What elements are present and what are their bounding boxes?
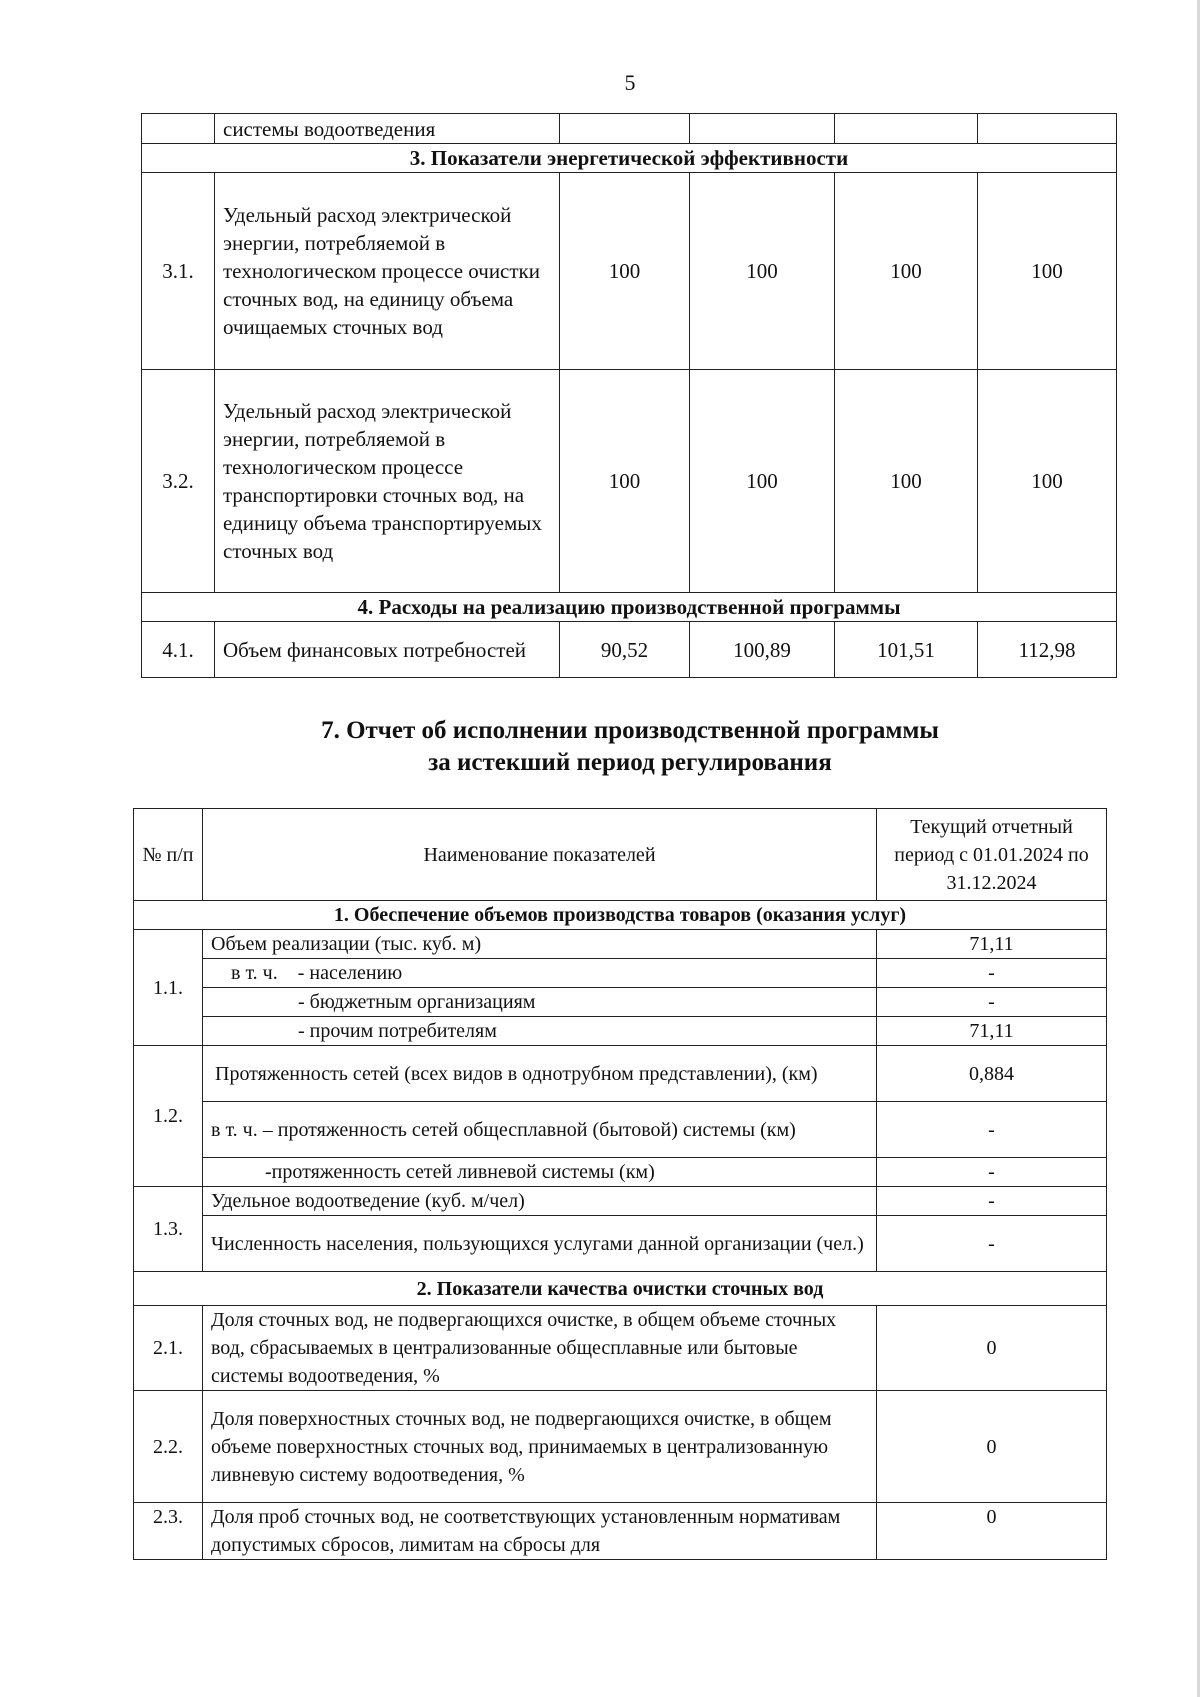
- value-cell: 0: [877, 1306, 1107, 1391]
- table-row: [134, 1017, 1107, 1046]
- section-title-row: [142, 144, 1117, 173]
- row-number: 1.3.: [134, 1187, 203, 1272]
- indicator-name: Удельный расход электрической энергии, потребляемой в технологическом процессе транспортировки сточных вод, на единицу объема транспортируемых сточных вод: [215, 370, 560, 593]
- value-cell: -: [877, 988, 1107, 1017]
- section-title: 4. Расходы на реализацию производственной программы: [142, 593, 1117, 622]
- value-cell: 100: [560, 370, 690, 593]
- table-row: [134, 1216, 1107, 1272]
- value-cell: 71,11: [877, 930, 1107, 959]
- energy-efficiency-table: [141, 113, 1117, 678]
- table-row: [134, 1187, 1107, 1216]
- value-cell: 100: [835, 173, 978, 370]
- table-row: [134, 959, 1107, 988]
- table-row: [142, 114, 1117, 144]
- indicator-name: Численность населения, пользующихся услугами данной организации (чел.): [203, 1216, 877, 1272]
- program-report-table: [133, 808, 1107, 1560]
- table-row: [134, 1391, 1107, 1503]
- row-number: 1.1.: [134, 930, 203, 1046]
- section-title-row: [134, 1272, 1107, 1306]
- row-number: 1.2.: [134, 1046, 203, 1187]
- indicator-name: - прочим потребителям: [203, 1017, 877, 1046]
- row-number: 4.1.: [142, 622, 215, 678]
- row-number: 2.2.: [134, 1391, 203, 1503]
- section-title: 2. Показатели качества очистки сточных вод: [134, 1272, 1107, 1306]
- value-cell: [978, 114, 1117, 144]
- indicator-name: Протяженность сетей (всех видов в однотрубном представлении), (км): [203, 1046, 877, 1102]
- value-cell: 100: [978, 173, 1117, 370]
- table-row: [134, 1306, 1107, 1391]
- header-name: Наименование показателей: [203, 809, 877, 901]
- value-cell: 112,98: [978, 622, 1117, 678]
- table-row: [134, 1503, 1107, 1560]
- value-cell: 100: [690, 370, 835, 593]
- table-row: [142, 173, 1117, 370]
- value-cell: 71,11: [877, 1017, 1107, 1046]
- indicator-name: системы водоотведения: [215, 114, 560, 144]
- table-row: [134, 1102, 1107, 1158]
- row-number: 2.1.: [134, 1306, 203, 1391]
- value-cell: 0,884: [877, 1046, 1107, 1102]
- indicator-name: Объем реализации (тыс. куб. м): [203, 930, 877, 959]
- row-number: [142, 114, 215, 144]
- value-cell: 100: [690, 173, 835, 370]
- section-title: 1. Обеспечение объемов производства товаров (оказания услуг): [134, 901, 1107, 930]
- value-cell: 90,52: [560, 622, 690, 678]
- indicator-name: Объем финансовых потребностей: [215, 622, 560, 678]
- value-cell: 100: [560, 173, 690, 370]
- indicator-name: Доля поверхностных сточных вод, не подвергающихся очистке, в общем объеме поверхностных сточных вод, принимаемых в централизованную ливневую систему водоотведения, %: [203, 1391, 877, 1503]
- row-number: 2.3.: [134, 1503, 203, 1560]
- indicator-name: Удельное водоотведение (куб. м/чел): [203, 1187, 877, 1216]
- indicator-name: Доля проб сточных вод, не соответствующих установленным нормативам допустимых сбросов, лимитам на сбросы для: [203, 1503, 877, 1560]
- indicator-name: -протяженность сетей ливневой системы (км): [203, 1158, 877, 1187]
- table-row: [134, 988, 1107, 1017]
- section-title-row: [142, 593, 1117, 622]
- value-cell: 100: [835, 370, 978, 593]
- header-period: Текущий отчетный период с 01.01.2024 по 31.12.2024: [877, 809, 1107, 901]
- value-cell: [690, 114, 835, 144]
- table-row: [142, 622, 1117, 678]
- value-cell: -: [877, 959, 1107, 988]
- value-cell: [560, 114, 690, 144]
- section-title-row: [134, 901, 1107, 930]
- section-title: 3. Показатели энергетической эффективности: [142, 144, 1117, 173]
- value-cell: -: [877, 1102, 1107, 1158]
- indicator-name: в т. ч. - населению: [203, 959, 877, 988]
- value-cell: 0: [877, 1503, 1107, 1560]
- value-cell: [835, 114, 978, 144]
- indicator-name: в т. ч. – протяженность сетей общесплавной (бытовой) системы (км): [203, 1102, 877, 1158]
- value-cell: 100,89: [690, 622, 835, 678]
- value-cell: -: [877, 1187, 1107, 1216]
- page-number: 5: [624, 70, 636, 95]
- table-row: [134, 1158, 1107, 1187]
- indicator-name: Удельный расход электрической энергии, потребляемой в технологическом процессе очистки сточных вод, на единицу объема очищаемых сточных вод: [215, 173, 560, 370]
- table-row: [142, 370, 1117, 593]
- header-row: [134, 809, 1107, 901]
- header-num: № п/п: [134, 809, 203, 901]
- value-cell: 0: [877, 1391, 1107, 1503]
- table-row: [134, 1046, 1107, 1102]
- report-heading-line2: за истекший период регулирования: [428, 749, 832, 776]
- value-cell: 101,51: [835, 622, 978, 678]
- indicator-name: Доля сточных вод, не подвергающихся очистке, в общем объеме сточных вод, сбрасываемых в централизованные общесплавные или бытовые системы водоотведения, %: [203, 1306, 877, 1391]
- report-heading: [0, 715, 1200, 779]
- value-cell: -: [877, 1158, 1107, 1187]
- value-cell: 100: [978, 370, 1117, 593]
- value-cell: -: [877, 1216, 1107, 1272]
- row-number: 3.1.: [142, 173, 215, 370]
- row-number: 3.2.: [142, 370, 215, 593]
- indicator-name: - бюджетным организациям: [203, 988, 877, 1017]
- table-row: [134, 930, 1107, 959]
- report-heading-line1: 7. Отчет об исполнении производственной программы: [321, 717, 939, 744]
